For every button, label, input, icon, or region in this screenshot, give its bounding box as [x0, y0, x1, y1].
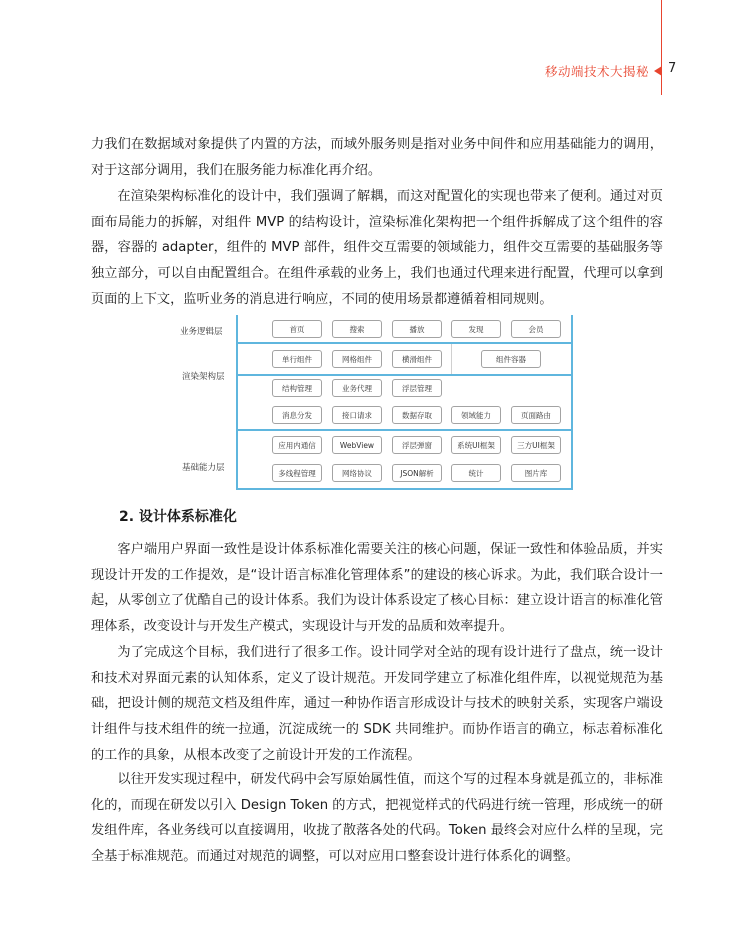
- diagram-separator: [236, 488, 573, 490]
- paragraph-3: 客户端用户界面一致性是设计体系标准化需要关注的核心问题，保证一致性和体验品质，并实现设计开发的工作提效，是“设计语言标准化管理体系”的建设的核心诉求。为此，我们联合设计一起，从零创立了优酷自己的设计体系。我们为设计体系设定了核心目标：建立设计语言的标准化管理体系，改变设计与开发生产模式，实现设计与开发的品质和效率提升。: [91, 542, 663, 635]
- layer-label-foundation: 基础能力层: [182, 463, 225, 473]
- paragraph-5: 以往开发实现过程中，研发代码中会写原始属性值，而这个写的过程本身就是孤立的，非标准化的，而现在研发以引入 Design Token 的方式，把视觉样式的代码进行统一管理，形成统一的研发组件库，各业务线可以直接调用，收拢了散落各处的代码。Token 最终会对应什么样的呈现，完全基于标准规范。而通过对规范的调整，可以对应用口整套设计进行体系化的调整。: [91, 772, 663, 865]
- foundation-item: 统计: [451, 464, 501, 482]
- render-component: 网格组件: [332, 350, 382, 368]
- render-manager: 业务代理: [332, 379, 382, 397]
- business-item: 会员: [511, 320, 561, 338]
- arrow-left-icon: [654, 66, 662, 76]
- foundation-item: 多线程管理: [272, 464, 322, 482]
- render-component: 横滑组件: [392, 350, 442, 368]
- foundation-item: 应用内通信: [272, 436, 322, 454]
- layer-label-business: 业务逻辑层: [180, 327, 223, 337]
- paragraph-1: 力我们在数据域对象提供了内置的方法，而域外服务则是指对业务中间件和应用基础能力的调用，对于这部分调用，我们在服务能力标准化再介绍。: [91, 137, 663, 178]
- paragraph-4: 为了完成这个目标，我们进行了很多工作。设计同学对全站的现有设计进行了盘点，统一设计和技术对界面元素的认知体系，定义了设计规范。开发同学建立了标准化组件库，以视觉规范为基础，把设计侧的规范文档及组件库，通过一种协作语言形成设计与技术的映射关系，实现客户端设计组件与技术组件的统一拉通，沉淀成统一的 SDK 共同维护。而协作语言的确立，标志着标准化的工作的具象，从根本改变了之前设计开发的工作流程。: [91, 645, 663, 763]
- diagram-separator: [236, 342, 573, 344]
- foundation-item: 三方UI框架: [511, 436, 561, 454]
- render-service: 数据存取: [392, 406, 442, 424]
- diagram-divider: [451, 344, 452, 374]
- foundation-item: JSON解析: [392, 464, 442, 482]
- foundation-item: 浮层弹窗: [392, 436, 442, 454]
- foundation-item: 系统UI框架: [451, 436, 501, 454]
- render-manager: 浮层管理: [392, 379, 442, 397]
- render-container: 组件容器: [481, 350, 541, 368]
- diagram-separator: [236, 429, 573, 431]
- section-title: 2. 设计体系标准化: [119, 509, 237, 525]
- render-service: 消息分发: [272, 406, 322, 424]
- page-edge-line: [661, 0, 662, 95]
- render-component: 单行组件: [272, 350, 322, 368]
- page-number: 7: [668, 61, 677, 76]
- render-service: 接口请求: [332, 406, 382, 424]
- paragraph-2: 在渲染架构标准化的设计中，我们强调了解耦，而这对配置化的实现也带来了便利。通过对页面布局能力的拆解，对组件 MVP 的结构设计，渲染标准化架构把一个组件拆解成了这个组件的容器，容器的 adapter，组件的 MVP 部件，组件交互需要的领域能力，组件交互需要的基础服务等独立部分，可以自由配置组合。在组件承载的业务上，我们也通过代理来进行配置，代理可以拿到页面的上下文，监听业务的消息进行响应，不同的使用场景都遵循着相同规则。: [91, 189, 663, 307]
- foundation-item: 网络协议: [332, 464, 382, 482]
- running-title: 移动端技术大揭秘: [545, 64, 650, 79]
- business-item: 播放: [392, 320, 442, 338]
- business-item: 首页: [272, 320, 322, 338]
- render-manager: 结构管理: [272, 379, 322, 397]
- foundation-item: 图片库: [511, 464, 561, 482]
- business-item: 搜索: [332, 320, 382, 338]
- architecture-diagram: [178, 315, 575, 490]
- render-service: 领域能力: [451, 406, 501, 424]
- diagram-separator: [236, 374, 573, 376]
- layer-label-render: 渲染架构层: [182, 372, 225, 382]
- render-service: 页面路由: [511, 406, 561, 424]
- foundation-item: WebView: [332, 436, 382, 454]
- business-item: 发现: [451, 320, 501, 338]
